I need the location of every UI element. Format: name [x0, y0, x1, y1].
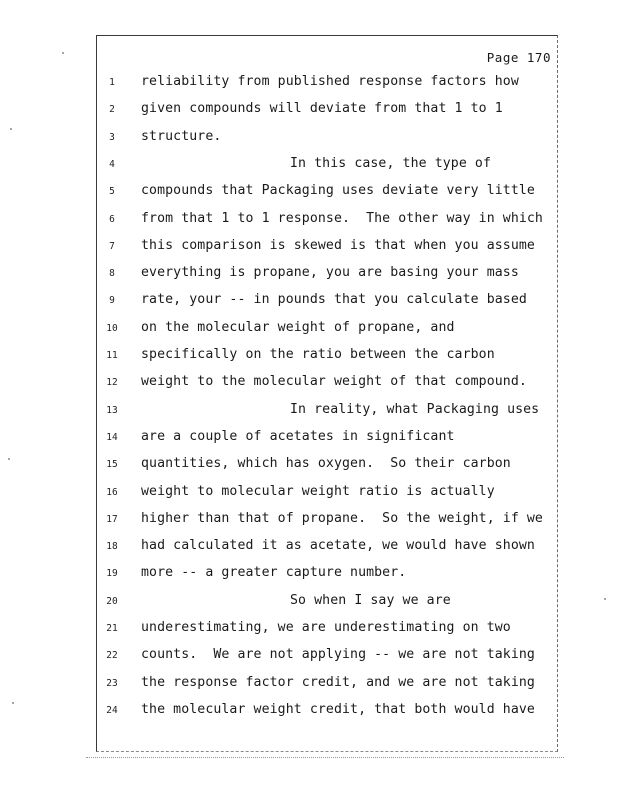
- line-number: 18: [106, 541, 118, 553]
- page-number: Page 170: [486, 50, 551, 65]
- transcript-line: [97, 429, 557, 449]
- transcript-line: [97, 320, 557, 340]
- transcript-line: [97, 101, 557, 121]
- line-text: more -- a greater capture number.: [141, 565, 407, 581]
- transcript-line: [97, 511, 557, 531]
- line-text: In this case, the type of: [290, 155, 491, 171]
- transcript-line: [97, 292, 557, 312]
- line-text: underestimating, we are underestimating on two: [141, 620, 511, 635]
- line-number: 15: [106, 459, 118, 471]
- line-number: 9: [109, 295, 115, 307]
- line-number: 1: [109, 77, 115, 88]
- line-text: So when I say we are: [290, 592, 451, 608]
- transcript-line: [97, 211, 557, 231]
- line-number: 6: [109, 213, 115, 225]
- line-number: 12: [106, 377, 118, 389]
- line-text: In reality, what Packaging uses: [290, 401, 540, 417]
- line-number: 4: [109, 158, 115, 170]
- transcript-line: [97, 647, 557, 667]
- scan-speck: [12, 702, 14, 704]
- line-number: 11: [106, 350, 118, 361]
- transcript-line: [97, 402, 557, 422]
- page-bottom-rule: [86, 757, 564, 758]
- line-text: weight to the molecular weight of that compound.: [141, 374, 527, 390]
- line-text: from that 1 to 1 response. The other way in which: [141, 210, 543, 226]
- line-text: the molecular weight credit, that both would have: [141, 701, 535, 717]
- scan-speck: [8, 458, 10, 460]
- line-number: 3: [109, 131, 115, 143]
- scan-speck: [604, 598, 606, 600]
- line-text: counts. We are not applying -- we are not taking: [141, 647, 535, 663]
- transcript-line: [97, 593, 557, 613]
- transcript-page: [96, 35, 558, 752]
- line-text: this comparison is skewed is that when you assume: [141, 237, 535, 253]
- scan-speck: [10, 128, 12, 130]
- transcript-line: [97, 129, 557, 149]
- line-number: 17: [106, 513, 118, 525]
- line-text: specifically on the ratio between the carbon: [141, 347, 495, 362]
- line-number: 2: [109, 104, 115, 116]
- line-text: the response factor credit, and we are not taking: [141, 674, 535, 690]
- line-number: 8: [109, 268, 115, 280]
- line-number: 24: [106, 704, 118, 716]
- line-number: 13: [106, 404, 118, 416]
- line-text: had calculated it as acetate, we would have shown: [141, 538, 535, 554]
- line-number: 5: [109, 186, 115, 198]
- line-number: 21: [106, 623, 118, 634]
- transcript-line: [97, 538, 557, 558]
- line-number: 23: [106, 677, 118, 689]
- transcript-line: [97, 374, 557, 394]
- line-number: 14: [106, 431, 118, 443]
- transcript-line: [97, 456, 557, 476]
- scan-speck: [62, 52, 64, 54]
- transcript-line: [97, 238, 557, 258]
- line-text: compounds that Packaging uses deviate very little: [141, 183, 535, 199]
- transcript-line: [97, 675, 557, 695]
- line-text: structure.: [141, 128, 222, 144]
- line-text: are a couple of acetates in significant: [141, 428, 455, 444]
- line-number: 20: [106, 595, 118, 607]
- transcript-line: [97, 74, 557, 94]
- line-text: everything is propane, you are basing your mass: [141, 265, 519, 281]
- line-number: 22: [106, 650, 118, 662]
- line-text: quantities, which has oxygen. So their carbon: [141, 456, 511, 472]
- line-text: higher than that of propane. So the weight, if we: [141, 510, 543, 526]
- transcript-line: [97, 156, 557, 176]
- line-text: rate, your -- in pounds that you calculate based: [141, 292, 527, 308]
- line-text: given compounds will deviate from that 1 to 1: [141, 101, 503, 117]
- line-text: reliability from published response factors how: [141, 74, 519, 89]
- transcript-line: [97, 183, 557, 203]
- transcript-line: [97, 265, 557, 285]
- line-text: on the molecular weight of propane, and: [141, 319, 455, 335]
- line-number: 16: [106, 486, 118, 498]
- transcript-line: [97, 484, 557, 504]
- transcript-line: [97, 347, 557, 367]
- line-number: 10: [106, 322, 118, 334]
- transcript-line: [97, 620, 557, 640]
- transcript-line: [97, 702, 557, 722]
- line-text: weight to molecular weight ratio is actually: [141, 483, 495, 499]
- transcript-line: [97, 565, 557, 585]
- line-number: 19: [106, 568, 118, 580]
- line-number: 7: [109, 240, 115, 252]
